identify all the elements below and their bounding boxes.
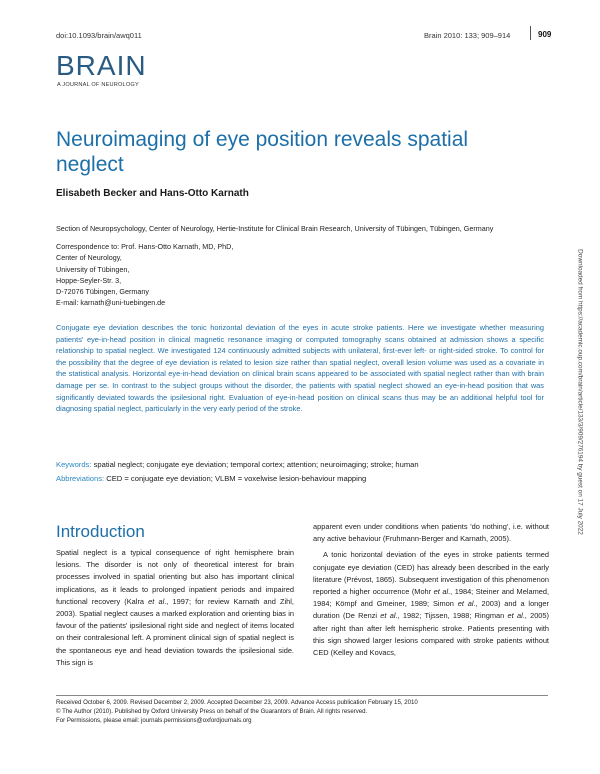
correspondence-line: University of Tübingen, — [56, 264, 130, 274]
footer-rule — [56, 695, 548, 696]
citation: Brain 2010: 133; 909–914 — [424, 31, 511, 40]
article-title: Neuroimaging of eye position reveals spatial neglect — [56, 128, 469, 176]
footer-permissions: For Permissions, please email: journals.permissions@oxfordjournals.org — [56, 717, 252, 724]
keywords-block — [56, 458, 419, 485]
correspondence-email: E-mail: karnath@uni-tuebingen.de — [56, 298, 166, 308]
doi: doi:10.1093/brain/awq011 — [56, 31, 142, 40]
section-heading-introduction: Introduction — [56, 522, 145, 541]
abbreviations-label: Abbreviations: — [56, 473, 105, 483]
authors: Elisabeth Becker and Hans-Otto Karnath — [56, 188, 249, 199]
journal-subtitle: A JOURNAL OF NEUROLOGY — [57, 82, 139, 88]
keywords: spatial neglect; conjugate eye deviation; temporal cortex; attention; neuroimaging; stroke; human — [93, 460, 419, 469]
intro-column-right — [313, 521, 549, 659]
keywords-label: Keywords: — [56, 460, 92, 469]
correspondence-line: D-72076 Tübingen, Germany — [56, 287, 149, 297]
correspondence-line: Correspondence to: Prof. Hans-Otto Karnath, MD, PhD, — [56, 242, 234, 251]
intro-column-left — [56, 547, 294, 669]
page-number: 909 — [538, 30, 552, 39]
affiliation: Section of Neuropsychology, Center of Neurology, Hertie-Institute for Clinical Brain Research, University of Tübingen, Tübingen, Germany — [56, 224, 494, 233]
download-watermark: Downloaded from https://academic.oup.com/brain/article/133/3/909/276194 by guest on 17 July 2022 — [576, 249, 584, 535]
correspondence-line: Hoppe-Seyler-Str. 3, — [56, 275, 122, 285]
footer — [56, 698, 418, 725]
abstract: Conjugate eye deviation describes the tonic horizontal deviation of the eyes in acute stroke patients. Here we investigate whether measuring patients' eye-in-head position in clinical magnetic resonance imaging or computed tomography scans obtained at admission shows a specific relationship to spatial neglect. We investigated 124 continuously admitted subjects with unilateral, first-ever left- or right-sided stroke. To control for the possibility that the degree of eye deviation is related to lesion size rather than spatial neglect, overall lesion volume was used as a covariate in the statistical analysis. Horizontal eye-in-head deviation on clinical brain scans appeared to be associated with spatial neglect rather than with brain damage per se. In contrast to the subject groups without the disorder, the patients with spatial neglect showed an eye-in-head position that was significantly deviated towards the ipsilesional right. Evaluation of eye-in-head position on clinical scans thus may be an additional helpful tool for diagnosing spatial neglect, particularly in the very early period of the stroke. — [56, 323, 544, 414]
paragraph: Spatial neglect is a typical consequence of right hemisphere brain lesions. The disorder is not only of theoretical interest for brain processes involved in spatial orienting but also has important clinical implications, as it leads to prolonged inpatient periods and impaired functional recovery (Kalra et al., 1997; for review Karnath and Zihl, 2003). Spatial neglect causes a marked exploration and orienting bias in favour of the patients' ipsilesional right side and neglect of items located on their contralesional left. A prominent clinical sign of spatial neglect is the spontaneous eye and head deviation towards the ipsilesional side. This sign is — [56, 548, 294, 667]
paragraph: A tonic horizontal deviation of the eyes in stroke patients termed conjugate eye deviation (CED) has already been described in the early literature (Prévost, 1865). Subsequent investigation of this phenomenon reported a higher occurrence (Mohr et al., 1984; Steiner and Melamed, 1984; Kömpf and Gmeiner, 1989; Simon et al., 2003) and a longer duration (De Renzi et al., 1982; Tijssen, 1988; Ringman et al., 2005) after right than after left hemispheric stroke. Patients presenting with this sign showed larger lesions compared with stroke patients without CED (Kelley and Kovacs, — [313, 550, 549, 658]
header-divider — [530, 26, 531, 40]
abbreviations: CED = conjugate eye deviation; VLBM = voxelwise lesion-behaviour mapping — [106, 473, 367, 483]
footer-received: Received October 6, 2009. Revised December 2, 2009. Accepted December 23, 2009. Advance Access publication February 15, 2010 — [56, 699, 418, 706]
correspondence — [56, 241, 233, 309]
footer-copyright: © The Author (2010). Published by Oxford University Press on behalf of the Guarantors of Brain. All rights reserved. — [56, 708, 368, 715]
correspondence-line: Center of Neurology, — [56, 253, 122, 263]
paragraph: apparent even under conditions when patients 'do nothing', i.e. without any active behaviour (Fruhmann-Berger and Karnath, 2005). — [313, 522, 549, 544]
journal-logo: BRAIN — [56, 50, 147, 81]
